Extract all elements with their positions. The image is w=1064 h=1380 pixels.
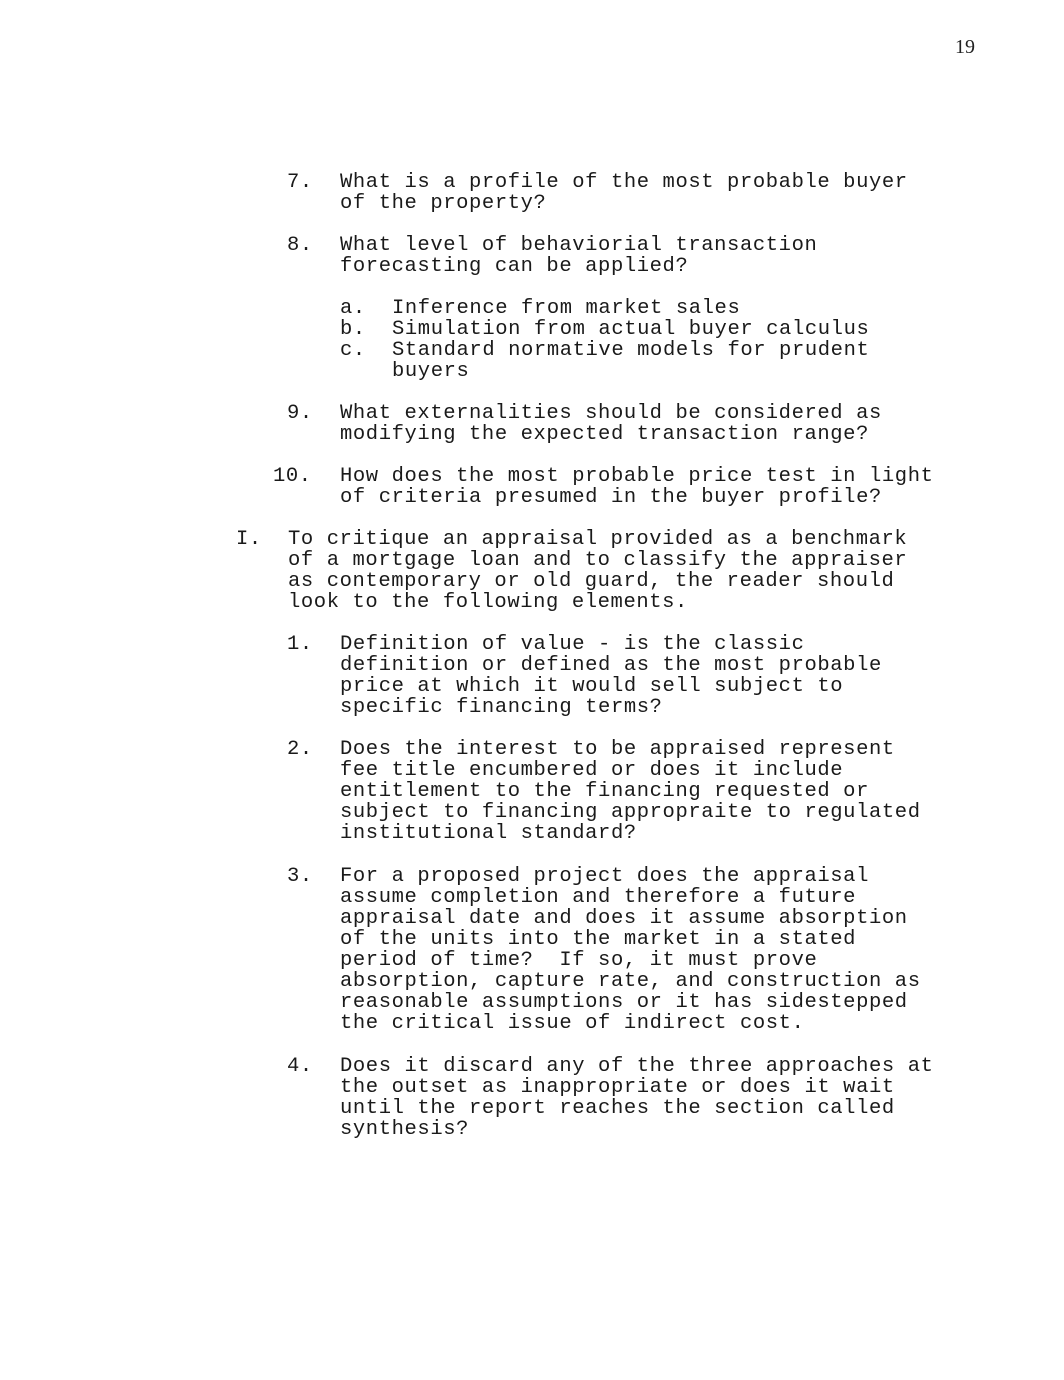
item-text-line: modifying the expected transaction range? xyxy=(340,423,869,446)
item-text-line: What level of behaviorial transaction xyxy=(340,234,818,257)
item-text-line: appraisal date and does it assume absorption xyxy=(340,907,908,930)
item-marker: 8. xyxy=(287,234,313,257)
item-text-line: Does the interest to be appraised represent xyxy=(340,738,895,761)
subitem-text-line: Standard normative models for prudent xyxy=(392,339,870,362)
section-text-line: as contemporary or old guard, the reader should xyxy=(288,570,895,593)
subitem-text-line: Inference from market sales xyxy=(392,297,741,320)
item-text-line: price at which it would sell subject to xyxy=(340,675,844,698)
item-marker: 3. xyxy=(287,865,313,888)
item-text-line: assume completion and therefore a future xyxy=(340,886,857,909)
item-text-line: definition or defined as the most probable xyxy=(340,654,882,677)
item-text-line: forecasting can be applied? xyxy=(340,255,689,278)
item-text-line: entitlement to the financing requested or xyxy=(340,780,869,803)
item-text-line: Does it discard any of the three approaches at xyxy=(340,1055,934,1078)
item-text-line: What externalities should be considered as xyxy=(340,402,882,425)
page-number: 19 xyxy=(955,36,975,58)
item-text-line: the outset as inappropriate or does it wait xyxy=(340,1076,895,1099)
subitem-marker: c. xyxy=(340,339,366,362)
section-text-line: of a mortgage loan and to classify the appraiser xyxy=(288,549,908,572)
item-marker: 1. xyxy=(287,633,313,656)
item-text-line: subject to financing appropraite to regulated xyxy=(340,801,921,824)
item-text-line: until the report reaches the section called xyxy=(340,1097,895,1120)
item-text-line: absorption, capture rate, and construction as xyxy=(340,970,921,993)
item-text-line: For a proposed project does the appraisal xyxy=(340,865,869,888)
item-text-line: What is a profile of the most probable buyer xyxy=(340,171,908,194)
item-text-line: reasonable assumptions or it has sidestepped xyxy=(340,991,908,1014)
item-marker: 2. xyxy=(287,738,313,761)
item-text-line: of the property? xyxy=(340,192,547,215)
subitem-marker: b. xyxy=(340,318,366,341)
section-text-line: look to the following elements. xyxy=(288,591,688,614)
item-text-line: fee title encumbered or does it include xyxy=(340,759,844,782)
item-marker: 10. xyxy=(273,465,312,488)
item-marker: 7. xyxy=(287,171,313,194)
item-text-line: specific financing terms? xyxy=(340,696,663,719)
item-text-line: of the units into the market in a stated xyxy=(340,928,857,951)
item-text-line: institutional standard? xyxy=(340,822,637,845)
section-text-line: To critique an appraisal provided as a benchmark xyxy=(288,528,908,551)
item-marker: 9. xyxy=(287,402,313,425)
subitem-text-line: buyers xyxy=(392,360,470,383)
subitem-text-line: Simulation from actual buyer calculus xyxy=(392,318,870,341)
item-text-line: How does the most probable price test in light xyxy=(340,465,934,488)
item-text-line: of criteria presumed in the buyer profile? xyxy=(340,486,882,509)
subitem-marker: a. xyxy=(340,297,366,320)
item-text-line: Definition of value - is the classic xyxy=(340,633,805,656)
section-marker: I. xyxy=(236,528,262,551)
item-text-line: synthesis? xyxy=(340,1118,470,1141)
item-text-line: the critical issue of indirect cost. xyxy=(340,1012,805,1035)
item-text-line: period of time? If so, it must prove xyxy=(340,949,818,972)
item-marker: 4. xyxy=(287,1055,313,1078)
